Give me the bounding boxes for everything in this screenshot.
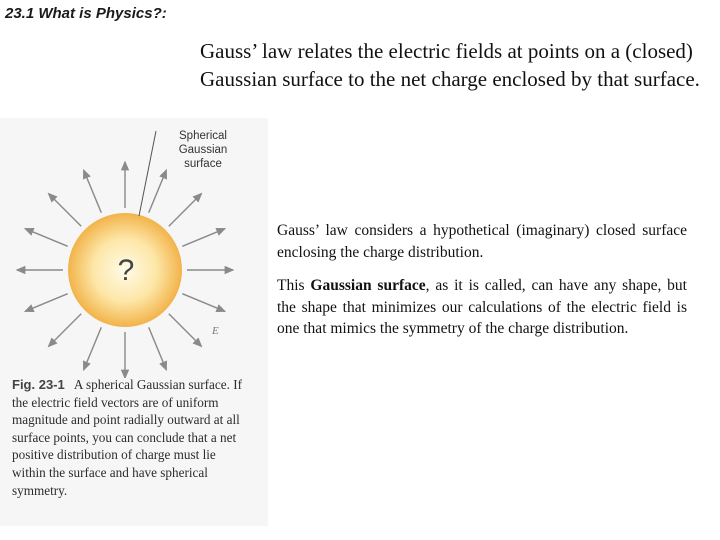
field-arrow xyxy=(149,170,167,213)
slide-title: 23.1 What is Physics?: xyxy=(5,5,167,22)
field-arrow xyxy=(49,314,82,347)
label-leader-line xyxy=(139,131,156,216)
surface-label-line: Spherical xyxy=(179,130,227,142)
field-arrow xyxy=(169,314,202,347)
field-arrow xyxy=(169,194,202,227)
caption-text: A spherical Gaussian surface. If the electric field vectors are of uniform magnitude and point radially outward at all surface points, you can conclude that a net positive distribution of charge must lie within the surface and have spherical symmetry. xyxy=(12,377,242,498)
figure-caption xyxy=(12,376,252,499)
field-arrow xyxy=(84,327,102,370)
para-lead: This xyxy=(277,277,311,294)
field-arrow xyxy=(84,170,102,213)
term-gaussian-surface: Gaussian surface xyxy=(310,277,426,294)
surface-label-line: surface xyxy=(184,158,222,170)
field-arrow xyxy=(182,229,225,247)
figure-number: Fig. 23-1 xyxy=(12,377,65,392)
field-arrow xyxy=(25,294,67,312)
main-statement: Gauss’ law relates the electric fields at points on a (closed) Gaussian surface to the net charge enclosed by that surface. xyxy=(200,39,700,91)
paragraph-gaussian-surface xyxy=(277,275,687,340)
field-arrow xyxy=(182,294,225,312)
side-explanation xyxy=(277,220,687,352)
field-arrow xyxy=(49,194,82,227)
para-rest: , as it is called, can have any shape, but the shape that minimizes our calculations of the electric field is one that mimics the symmetry of the charge distribution. xyxy=(277,277,687,337)
field-arrow xyxy=(149,327,167,370)
paragraph-gauss-law: Gauss’ law considers a hypothetical (imaginary) closed surface enclosing the charge distribution. xyxy=(277,222,687,261)
field-vector-symbol: E xyxy=(212,325,219,337)
surface-label xyxy=(168,129,238,171)
figure-panel xyxy=(0,118,268,526)
center-question-mark: ? xyxy=(117,254,135,287)
surface-label-line: Gaussian xyxy=(178,144,228,156)
field-arrow xyxy=(25,229,67,247)
